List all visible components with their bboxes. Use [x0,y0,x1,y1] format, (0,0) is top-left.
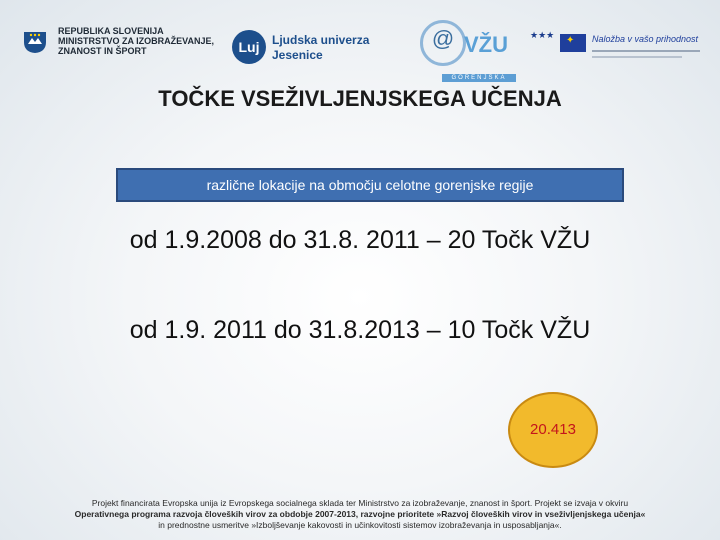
eu-logo [530,28,700,68]
eu-fine-print [592,50,700,54]
luj-name: Ljudska univerza Jesenice [272,33,370,62]
eu-flag-icon: ✦ [560,34,586,52]
stars-icon: ★★★ [530,30,555,40]
eu-slogan: Naložba v vašo prihodnost [592,34,699,44]
slovenia-crest-icon [22,30,48,54]
period-line-2: od 1.9. 2011 do 31.8.2013 – 10 Točk VŽU [129,316,591,344]
luj-mark: Luj [232,30,266,64]
subtitle-box: različne lokacije na območju celotne gorenjske regije [116,168,624,202]
vzu-wordmark: VŽU [464,32,508,57]
count-badge: 20.413 [508,392,598,468]
period-line-1: od 1.9.2008 do 31.8. 2011 – 20 Točk VŽU [129,226,591,254]
vzu-region-bar: GORENJSKA [442,74,516,82]
ministry-logo [22,26,222,66]
footer-line-2: Operativnega programa razvoja človeških virov za obdobje 2007-2013, razvojne prioritete »Razvoj človeških virov in vseživljenjskega učenja« [74,509,646,519]
at-icon: @ [431,26,455,51]
footer-line-3: in prednostne usmeritve »Izboljševanje kakovosti in učinkovitosti sistemov izobraževanja in usposabljanja«. [158,520,562,530]
header-logos [0,0,720,80]
ministry-name: REPUBLIKA SLOVENIJA MINISTRSTVO ZA IZOBRAŽEVANJE, ZNANOST IN ŠPORT [58,26,215,56]
footer-line-1: Projekt financirata Evropska unija iz Evropskega socialnega sklada ter Ministrstvo za izobraževanje, znanost in šport. Projekt se izvaja v okviru [91,498,629,508]
footer-funding-note [0,498,720,531]
ljudska-univerza-logo [232,30,392,70]
vzu-gorenjska-logo [418,20,508,81]
slide-title: TOČKE VSEŽIVLJENJSKEGA UČENJA [158,86,562,111]
eu-fine-print [592,56,682,60]
